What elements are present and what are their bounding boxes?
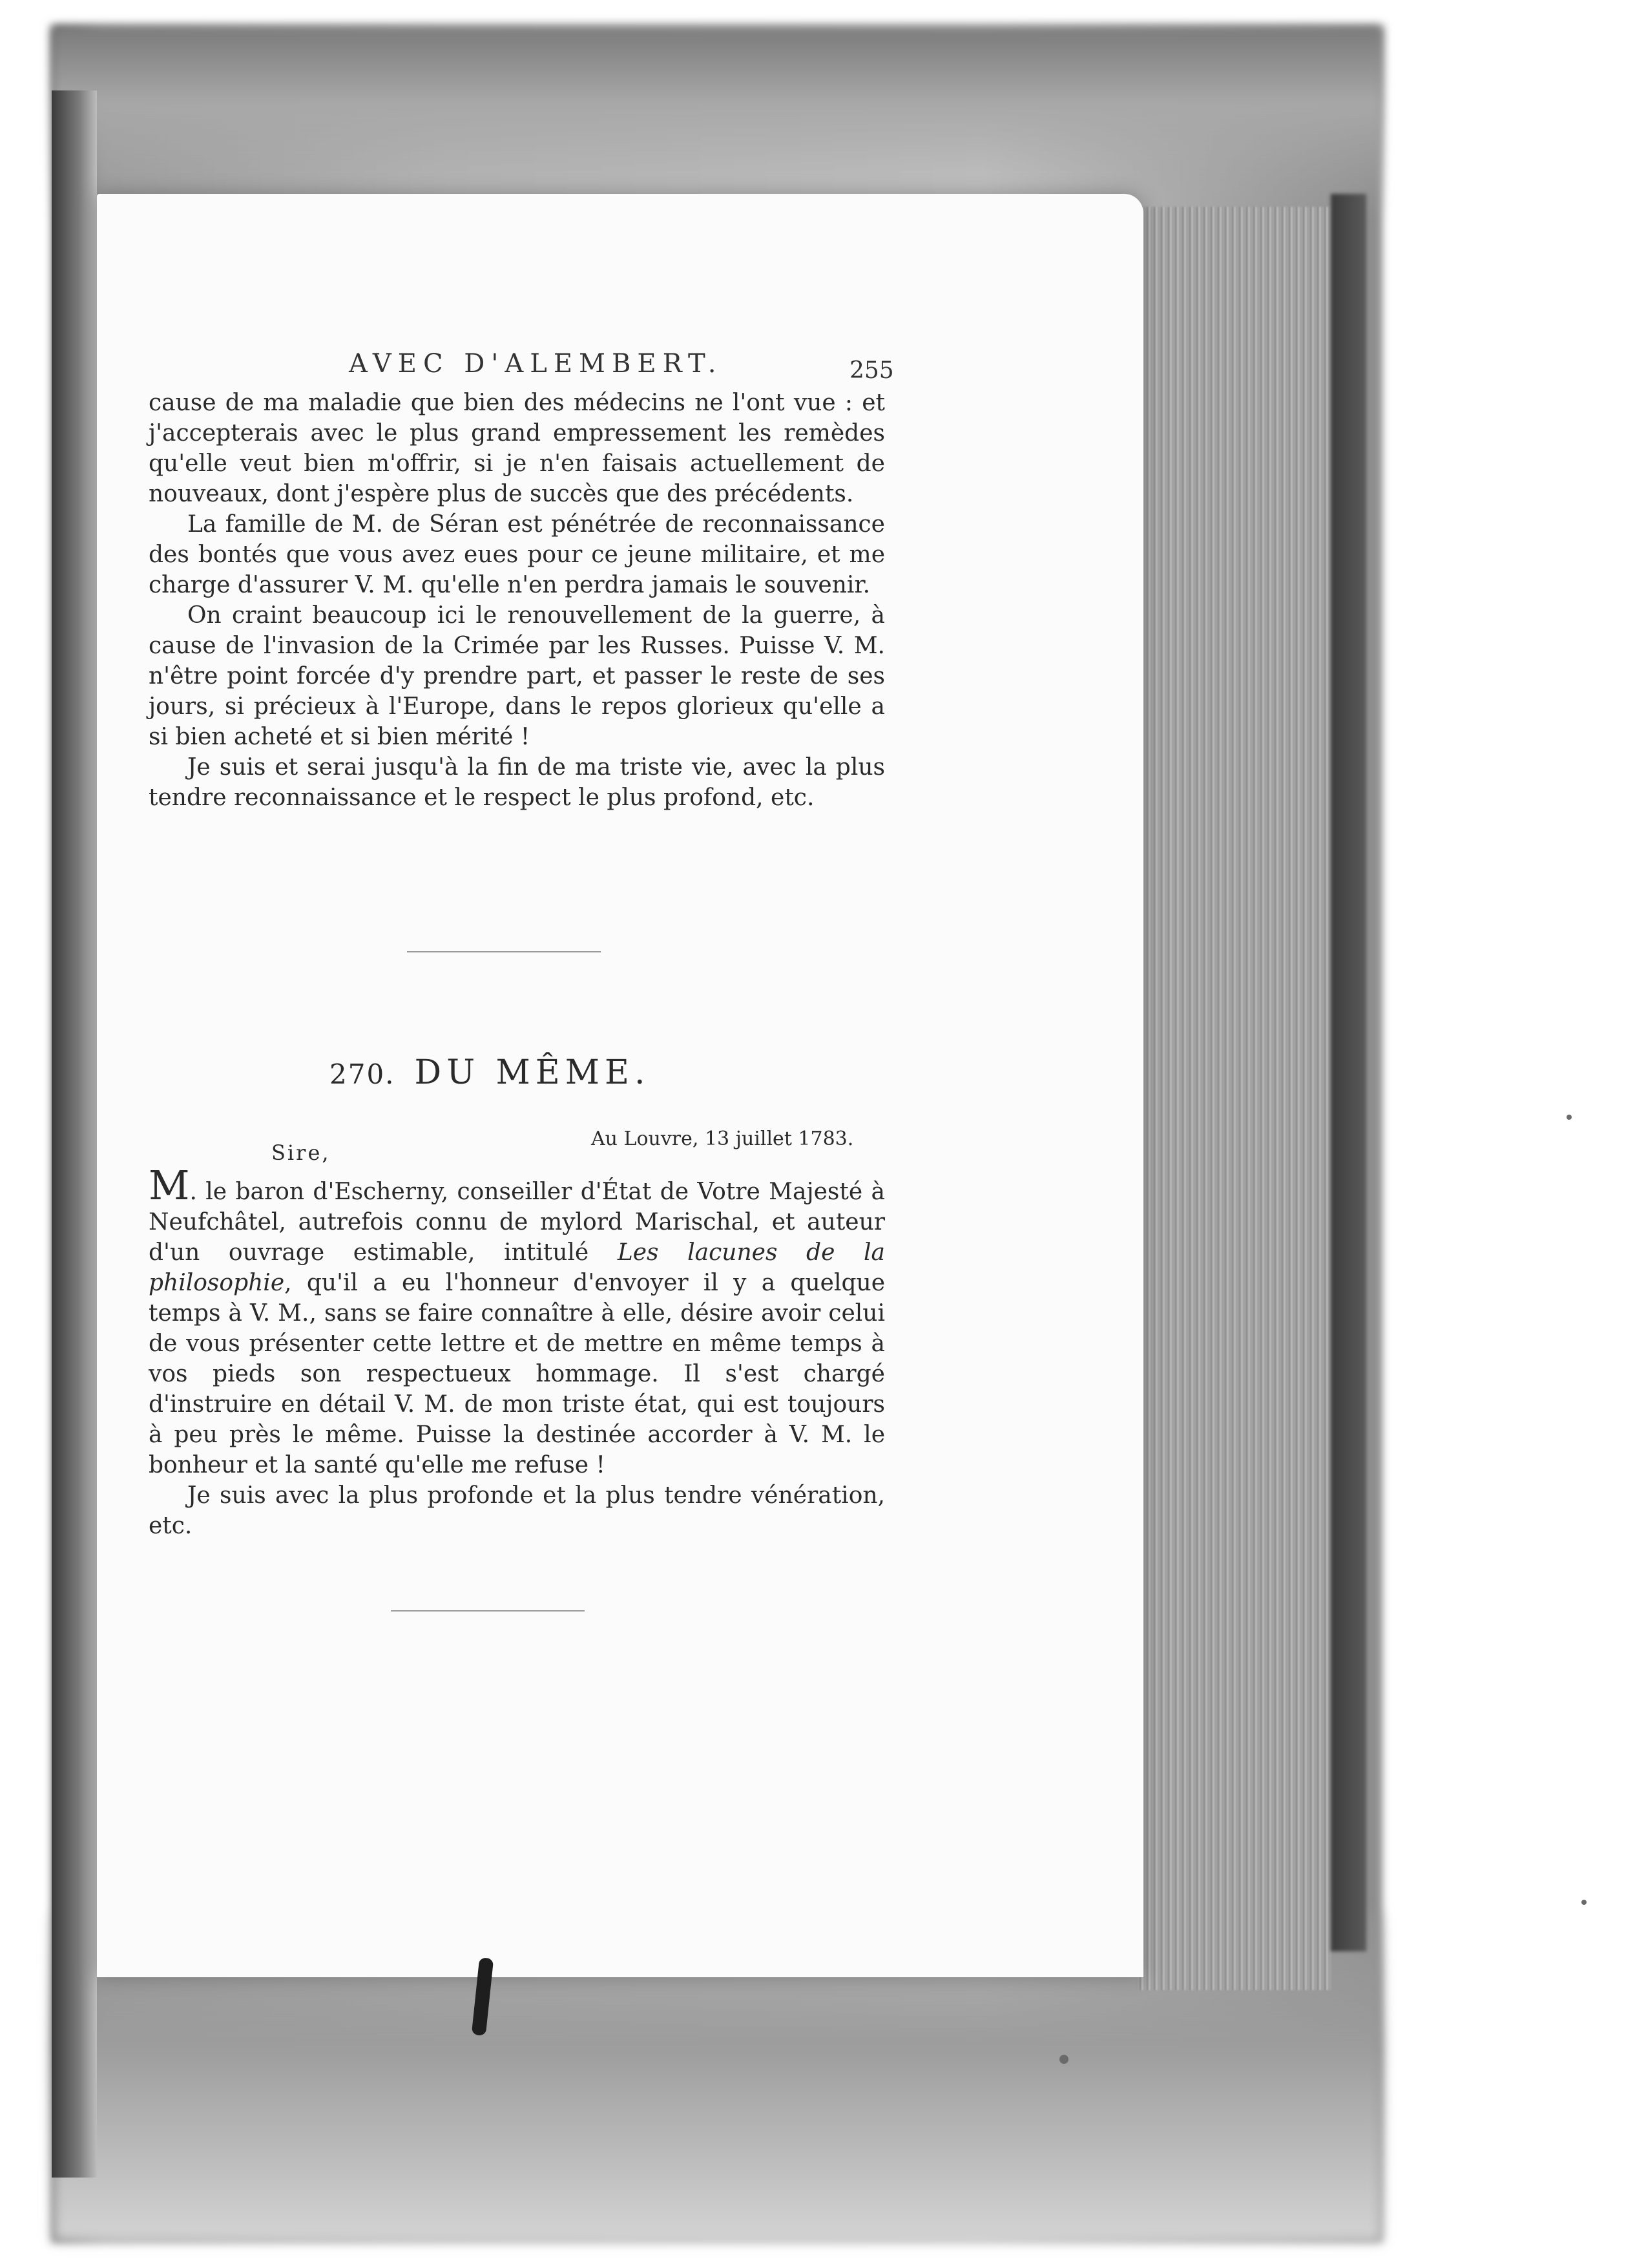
letter-title: DU MÊME. <box>414 1053 651 1092</box>
paragraph: cause de ma maladie que bien des médecins ne l'ont vue : et j'accepterais avec le plus grand empressement les remèdes qu'elle veut bien m'offrir, si je n'en faisais actuellement de nouveaux, dont j'espère plus de succès que des précédents. <box>149 390 885 507</box>
dateline: Au Louvre, 13 juillet 1783. <box>591 1128 854 1150</box>
scan-speck <box>1059 2055 1068 2064</box>
drop-cap: M <box>149 1162 190 1209</box>
paragraph-text: . le baron d'Escherny, conseiller d'État de Votre Majesté à Neufchâtel, autrefois connu de mylord Marischal, et auteur d'un ouvrage estimable, intitulé <box>149 1179 885 1266</box>
letter-number: 270. <box>329 1058 395 1090</box>
paragraph: Je suis avec la plus profonde et la plus tendre vénération, etc. <box>149 1482 885 1539</box>
section-divider <box>391 1610 585 1612</box>
book-title: Les lacunes de la philosophie <box>149 1239 885 1296</box>
running-head: AVEC D'ALEMBERT. <box>349 349 723 379</box>
section-divider <box>407 951 601 952</box>
salutation: Sire, <box>271 1140 331 1165</box>
scan-shadow-top <box>52 26 1382 220</box>
paragraph-text: , qu'il a eu l'honneur d'envoyer il y a quelque temps à V. M., sans se faire connaître à elle, désire avoir celui de vous présenter cette lettre et de mettre en même temps à vos pieds son respectueux hommage. Il s'est chargé d'instruire en détail V. M. de mon triste état, qui est toujours à peu près le même. Puisse la destinée accorder à V. M. le bonheur et la santé qu'elle me refuse ! <box>149 1270 885 1478</box>
page-stack-shadow <box>1331 194 1366 1951</box>
scan-speck <box>1567 1115 1572 1120</box>
page-stack-edges <box>1137 207 1331 1990</box>
paragraph: On craint beaucoup ici le renouvellement de la guerre, à cause de l'invasion de la Crimée par les Russes. Puisse V. M. n'être point forcée d'y prendre part, et passer le reste de ses jours, si précieux à l'Europe, dans le repos glorieux qu'elle a si bien acheté et si bien mérité ! <box>149 602 885 750</box>
text-block-continuation <box>149 388 885 813</box>
paragraph: La famille de M. de Séran est pénétrée de reconnaissance des bontés que vous avez eues pour ce jeune militaire, et me charge d'assurer V. M. qu'elle n'en perdra jamais le souvenir. <box>149 511 885 598</box>
letter-heading <box>329 1053 651 1092</box>
book-binding <box>52 90 97 2178</box>
scan-speck <box>1581 1900 1587 1905</box>
paragraph <box>149 1162 885 1480</box>
letter-body <box>149 1162 885 1541</box>
paragraph: Je suis et serai jusqu'à la fin de ma triste vie, avec la plus tendre reconnaissance et le respect le plus profond, etc. <box>149 754 885 811</box>
page-number: 255 <box>849 357 894 384</box>
